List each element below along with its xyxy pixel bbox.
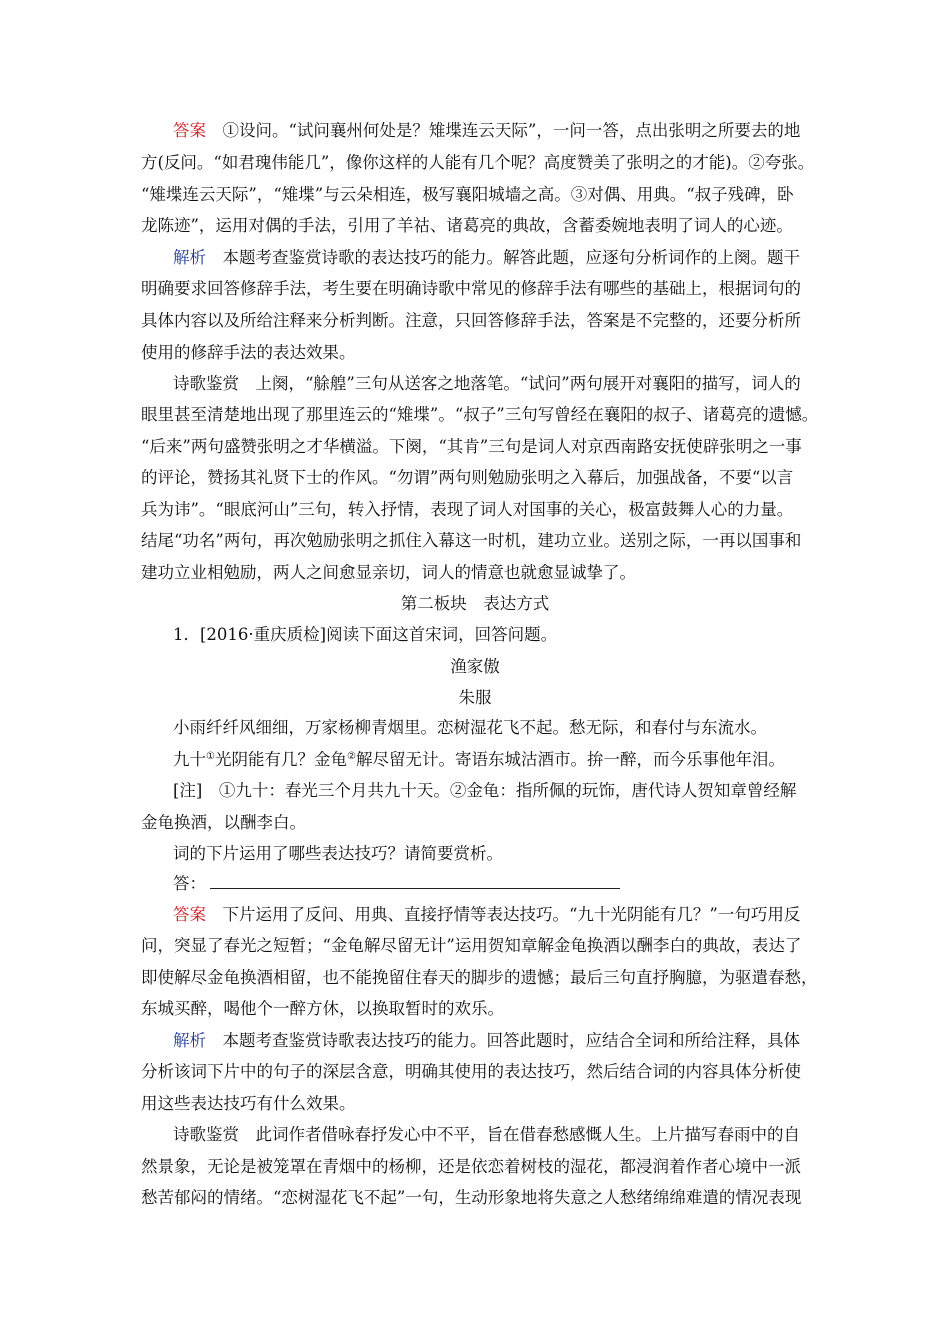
- analysis-line: 使用的修辞手法的表达效果。: [141, 343, 356, 362]
- section-title: 第二板块 表达方式: [400, 594, 550, 613]
- answer-line: 方(反问。“如君瑰伟能几”，像你这样的人能有几个呢？高度赞美了张明之的才能)。②夸张。: [141, 153, 815, 172]
- answer-line: 答案 下片运用了反问、用典、直接抒情等表达技巧。“九十光阴能有几？”一句巧用反: [173, 905, 801, 924]
- appreciation-line: 然景象，无论是被笼罩在青烟中的杨柳，还是依恋着树枝的湿花，都浸润着作者心境中一派: [141, 1157, 801, 1176]
- appreciation-line: “后来”两句盛赞张明之才华横溢。下阕，“其肯”三句是词人对京西南路安抚使辟张明之一事: [141, 437, 802, 456]
- analysis-label: 解析: [173, 1031, 206, 1050]
- appreciation-line: 的评论，赞扬其礼贤下士的作风。“勿谓”两句则勉励张明之入幕后，加强战备，不要“以言: [141, 468, 794, 487]
- poem-line: 小雨纤纤风细细，万家杨柳青烟里。恋树湿花飞不起。愁无际，和春付与东流水。: [173, 718, 767, 737]
- answer-blank-line: 答：: [173, 874, 853, 894]
- appreciation-line: 建功立业相勉励，两人之间愈显亲切，词人的情意也就愈显诚挚了。: [141, 563, 636, 582]
- analysis-line: 具体内容以及所给注释来分析判断。注意，只回答修辞手法，答案是不完整的，还要分析所: [141, 311, 801, 330]
- appreciation-line: 愁苦郁闷的情绪。“恋树湿花飞不起”一句，生动形象地将失意之人愁绪绵绵难遣的情况表现: [141, 1188, 802, 1207]
- question-prompt: 词的下片运用了哪些表达技巧？请简要赏析。: [173, 844, 503, 863]
- poem-line: 九十①光阴能有几？金龟②解尽留无计。寄语东城沽酒市。拚一醉，而今乐事他年泪。: [173, 750, 785, 769]
- analysis-label: 解析: [173, 248, 206, 267]
- answer-line: 即使解尽金龟换酒相留，也不能挽留住春天的脚步的遗憾；最后三句直抒胸臆，为驱遣春愁，: [141, 968, 818, 987]
- answer-line: 东城买醉，喝他个一醉方休，以换取暂时的欢乐。: [141, 999, 504, 1018]
- analysis-line: 解析 本题考查鉴赏诗歌的表达技巧的能力。解答此题，应逐句分析词作的上阕。题干: [173, 248, 800, 267]
- footnote-marker: ①: [206, 751, 215, 762]
- appreciation-line: 兵为讳”。“眼底河山”三句，转入抒情，表现了词人对国事的关心，极富鼓舞人心的力量。: [141, 500, 794, 519]
- answer-blank: [210, 874, 620, 889]
- question-stem: 1．[2016·重庆质检]阅读下面这首宋词，回答问题。: [173, 625, 558, 644]
- answer-label: 答案: [173, 905, 206, 924]
- appreciation-line: 眼里甚至清楚地出现了那里连云的“雉堞”。“叔子”三句写曾经在襄阳的叔子、诸葛亮的遗憾。: [141, 405, 819, 424]
- analysis-line: 明确要求回答修辞手法，考生要在明确诗歌中常见的修辞手法有哪些的基础上，根据词句的: [141, 279, 801, 298]
- appreciation-label: 诗歌鉴赏: [173, 1125, 239, 1144]
- footnote-marker: ②: [346, 751, 356, 762]
- poem-author: 朱服: [458, 688, 492, 707]
- answer-line: 答案 ①设问。“试问襄州何处是？雉堞连云天际”，一问一答，点出张明之所要去的地: [173, 121, 801, 140]
- answer-line: “雉堞连云天际”，“雉堞”与云朵相连，极写襄阳城墙之高。③对偶、用典。“叔子残碑，卧: [141, 185, 794, 204]
- answer-label: 答案: [173, 121, 206, 140]
- poem-title: 渔家傲: [450, 657, 500, 676]
- analysis-line: 分析该词下片中的句子的深层含意，明确其使用的表达技巧，然后结合词的内容具体分析使: [141, 1062, 801, 1081]
- note-line: [注] ①九十：春光三个月共九十天。②金龟：指所佩的玩饰，唐代诗人贺知章曾经解: [173, 781, 797, 800]
- appreciation-label: 诗歌鉴赏: [173, 374, 239, 393]
- analysis-line: 用这些表达技巧有什么效果。: [141, 1094, 356, 1113]
- analysis-line: 解析 本题考查鉴赏诗歌表达技巧的能力。回答此题时，应结合全词和所给注释，具体: [173, 1031, 800, 1050]
- appreciation-line: 结尾“功名”两句，再次勉励张明之抓住入幕这一时机，建功立业。送别之际，一再以国事和: [141, 531, 802, 550]
- appreciation-line: 诗歌鉴赏 上阕，“艅艎”三句从送客之地落笔。“试问”两句展开对襄阳的描写，词人的: [173, 374, 801, 393]
- answer-line: 龙陈迹”，运用对偶的手法，引用了羊祜、诸葛亮的典故，含蓄委婉地表明了词人的心迹。: [141, 216, 793, 235]
- note-line: 金龟换酒，以酬李白。: [141, 813, 306, 832]
- appreciation-line: 诗歌鉴赏 此词作者借咏春抒发心中不平，旨在借春愁感慨人生。上片描写春雨中的自: [173, 1125, 800, 1144]
- answer-line: 问，突显了春光之短暂；“金龟解尽留无计”运用贺知章解金龟换酒以酬李白的典故，表达了: [141, 936, 802, 955]
